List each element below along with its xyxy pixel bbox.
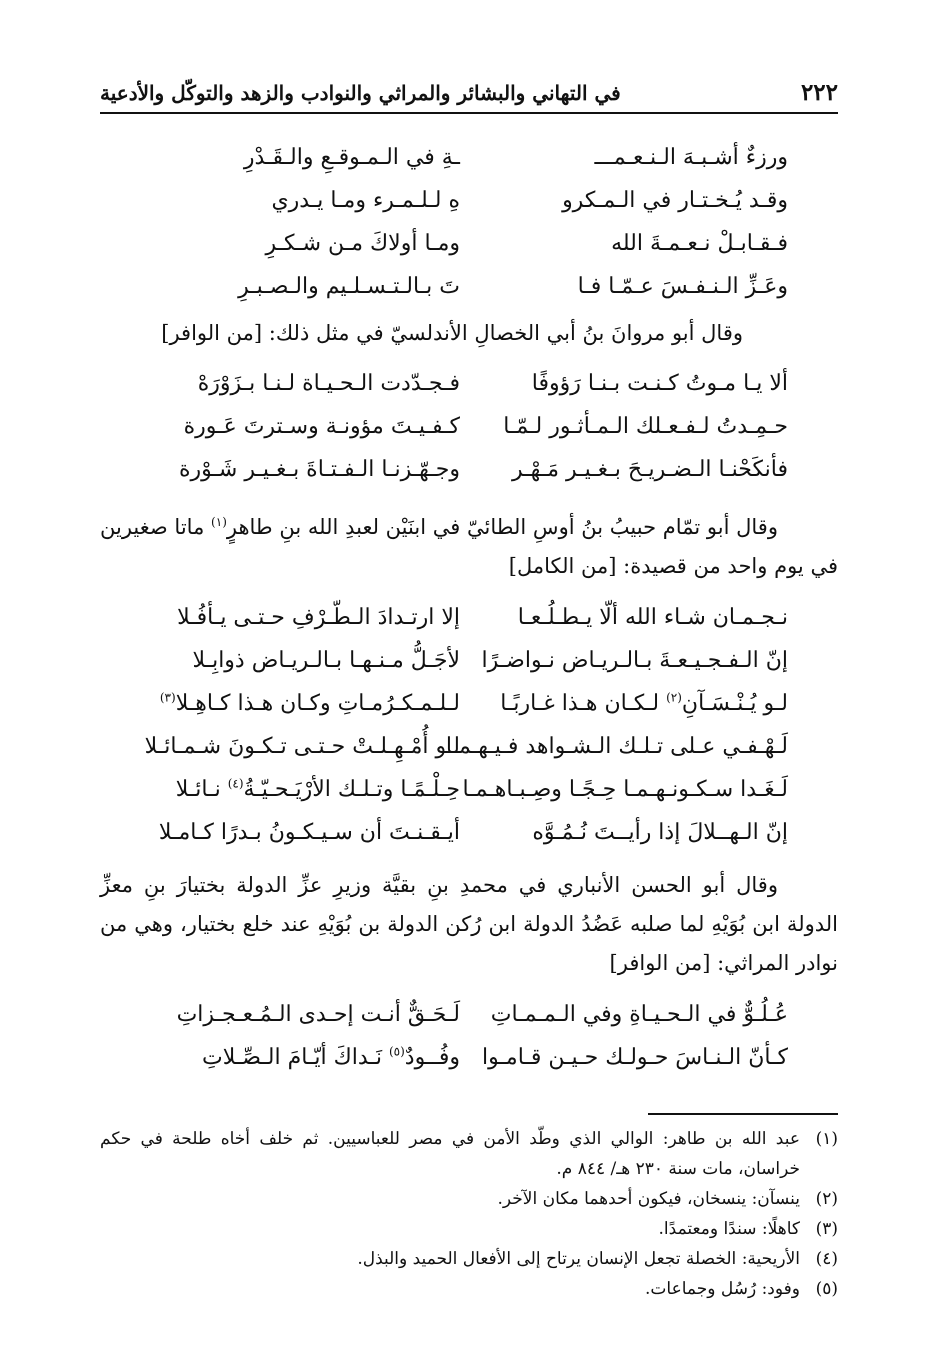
footnote-ref: (٤) [227, 776, 244, 791]
poem-stanza-4 [145, 993, 788, 1079]
hemistich-second: لـو أُمْـهِـلـتْ حـتـى تـكـونَ شـمـائـلا [144, 734, 460, 759]
verse [145, 448, 788, 491]
hemistich-second: لَـحَـقٌّ أنـت إحـدى الـمُـعـجـزاتِ [176, 1002, 460, 1027]
paragraph-text: ماتا صغيرين في يوم واحد من قصيدة: [100, 515, 838, 578]
verse [145, 405, 788, 448]
footnote-number: (٥) [815, 1279, 838, 1299]
poem-stanza-3 [145, 596, 788, 854]
footnote-text: كاهلًا: سندًا ومعتمدًا. [658, 1219, 800, 1239]
hemistich-second: حِـلْـمًـا وتـلـك الأرْيَـحـيّـةُ$^{(٤)}$ نـائـلا [175, 776, 460, 802]
footnote-item [100, 1274, 838, 1304]
hemistich-first: ورزءٌ أشـبـهَ الـنـعـمـــ [594, 145, 788, 170]
hemistich-second: ومـا أولاكَ مـن شـكـرِ [265, 231, 460, 256]
meter-label: [من الكامل] [508, 554, 617, 578]
verse [145, 993, 788, 1036]
verse [145, 596, 788, 639]
prose-paragraph-1 [100, 314, 743, 353]
footnote-item [100, 1124, 838, 1184]
footnote-number: (٢) [815, 1189, 838, 1209]
hemistich-second: وجـهّـزنـا الـفـتـاةَ بـغـيـر شَـوْرة [178, 457, 460, 482]
hemistich-first: كـأنّ الـنـاسَ حـولـك حـيـن قـامـوا [481, 1045, 788, 1070]
footnotes [100, 1124, 838, 1304]
meter-label: [من الوافر] [161, 321, 263, 345]
footnote-divider [648, 1113, 838, 1115]
running-title: في التهاني والبشائر والمراثي والنوادب والزهد والتوكّل والأدعية [100, 81, 621, 105]
poem-stanza-1 [145, 136, 788, 308]
hemistich-first: لـو يُـنْـسَـآنِ$^{(٢)}$ لـكـان هـذا غـاربًـا [500, 690, 788, 716]
page-header [100, 78, 838, 114]
footnote-ref: (١) [211, 515, 227, 529]
verse [145, 265, 788, 308]
verse [145, 682, 788, 725]
footnote-text: عبد الله بن طاهر: الوالي الذي وطّد الأمن في مصر للعباسيين. ثم خلف أخاه طلحة في حكم خراسان، مات سنة ٢٣٠ هـ/ ٨٤٤ م. [100, 1129, 800, 1179]
verse [145, 179, 788, 222]
paragraph-text: وقال أبو تمّام حبيبُ بنُ أوسِ الطائيّ في ابنَيْن لعبدِ الله بنِ طاهرٍ [226, 515, 778, 539]
hemistich-second: هِ لـلـمـرء ومـا يـدري [271, 188, 460, 213]
hemistich-first: إنّ الـفـجـيـعـةَ بـالـريـاض نـواضـرًا [481, 648, 788, 673]
paragraph-text: وقال أبو الحسن الأنباري في محمدِ بنِ بقيَّة وزيرِ عزِّ الدولة بختيارَ بنِ معزِّ الدولة ابن بُوَيْهِ لما صلبه عَضُدُ الدولة ابن رُكن الدولة بن بُوَيْهِ عند خلع بختيار، وهي من نوادر المراثي: [100, 873, 838, 975]
footnote-ref: (٣) [159, 690, 176, 705]
verse [145, 222, 788, 265]
hemistich-first: عُـلُـوٌّ في الـحـيـاةِ وفي الـمـمـاتِ [490, 1002, 788, 1027]
footnote-number: (٤) [815, 1249, 838, 1269]
verse [145, 362, 788, 405]
footnote-item [100, 1244, 838, 1274]
footnote-item [100, 1184, 838, 1214]
hemistich-second: فـجـدّدت الـحـيـاة لـنـا بـزَوْرَهْ [197, 371, 460, 396]
footnote-text: وفود: رُسُل وجماعات. [644, 1279, 800, 1299]
verse [145, 1036, 788, 1079]
hemistich-second: لـلـمـكـرُمـاتِ وكـان هـذا كـاهِـلا$^{(٣)}$ [159, 690, 460, 716]
hemistich-second: كـفـيـتَ مؤونـة وسـترتَ عَـورة [183, 414, 460, 439]
hemistich-second: ـةِ في الـمـوقـعِ والـقَـدْرِ [243, 145, 460, 170]
hemistich-first: إنّ الـهــلالَ إذا رأيــتَ نُـمُـوَّه [532, 820, 788, 845]
hemistich-second: تَ بـالـتـسـلـيم والـصـبـرِ [238, 274, 460, 299]
hemistich-first: وعَـزِّ الـنـفـسَ عـمّـا فـا [577, 274, 788, 299]
hemistich-second: إلا ارتـدادَ الـطّـرْفِ حـتـى يـأفُـلا [177, 605, 460, 630]
hemistich-second: أيـقـنـتَ أن سـيـكـونُ بـدرًا كـامـلا [158, 820, 460, 845]
verse [145, 768, 788, 811]
hemistich-first: لَـغَـدا سـكـونـهـمـا حِـجًـا وصِـبـاهـمـا [462, 777, 788, 802]
hemistich-first: لَـهْـفـي عـلى تـلـك الـشـواهد فـيـهـمـا [445, 734, 788, 759]
prose-paragraph-3 [100, 866, 838, 983]
hemistich-first: ألا يـا مـوتُ كـنـت بـنـا رَؤوفًا [531, 371, 788, 396]
hemistich-first: حـمِـدتُ لـفـعـلك الـمـأثـور لـمّـا [503, 414, 788, 439]
hemistich-first: وقـد يُـخـتـار في الـمـكرو [562, 188, 788, 213]
hemistich-second: لأجَـلُّ مـنـهـا بـالـريـاض ذوابِـلا [192, 648, 460, 673]
footnote-number: (٣) [815, 1219, 838, 1239]
footnote-item [100, 1214, 838, 1244]
hemistich-second: وفُــودٌ$^{(٥)}$ نَـداكَ أيّـامَ الـصِّـلاتِ [202, 1044, 460, 1070]
hemistich-first: فأنكَحْنـا الـضـريـحَ بـغـيـر مَـهْـر [512, 457, 788, 482]
footnote-ref: (٥) [388, 1044, 405, 1059]
verse [145, 811, 788, 854]
verse [145, 725, 788, 768]
prose-paragraph-2 [100, 508, 838, 586]
footnote-number: (١) [815, 1129, 838, 1149]
verse [145, 639, 788, 682]
footnote-text: ينسآن: ينسخان، فيكون أحدهما مكان الآخر. [497, 1189, 800, 1209]
hemistich-first: نـجـمـان شـاء الله ألّا يـطـلُـعـا [517, 605, 788, 630]
poem-stanza-2 [145, 362, 788, 491]
hemistich-first: فـقـابـلْ نـعـمـةَ الله [611, 231, 788, 256]
verse [145, 136, 788, 179]
paragraph-text: وقال أبو مروانَ بنُ أبي الخصالِ الأندلسيّ في مثل ذلك: [268, 321, 743, 345]
meter-label: [من الوافر] [609, 951, 711, 975]
page-number: ٢٢٢ [800, 79, 838, 106]
footnote-ref: (٢) [666, 690, 682, 705]
footnote-text: الأريحية: الخصلة تجعل الإنسان يرتاح إلى الأفعال الحميد والبذل. [357, 1249, 800, 1269]
